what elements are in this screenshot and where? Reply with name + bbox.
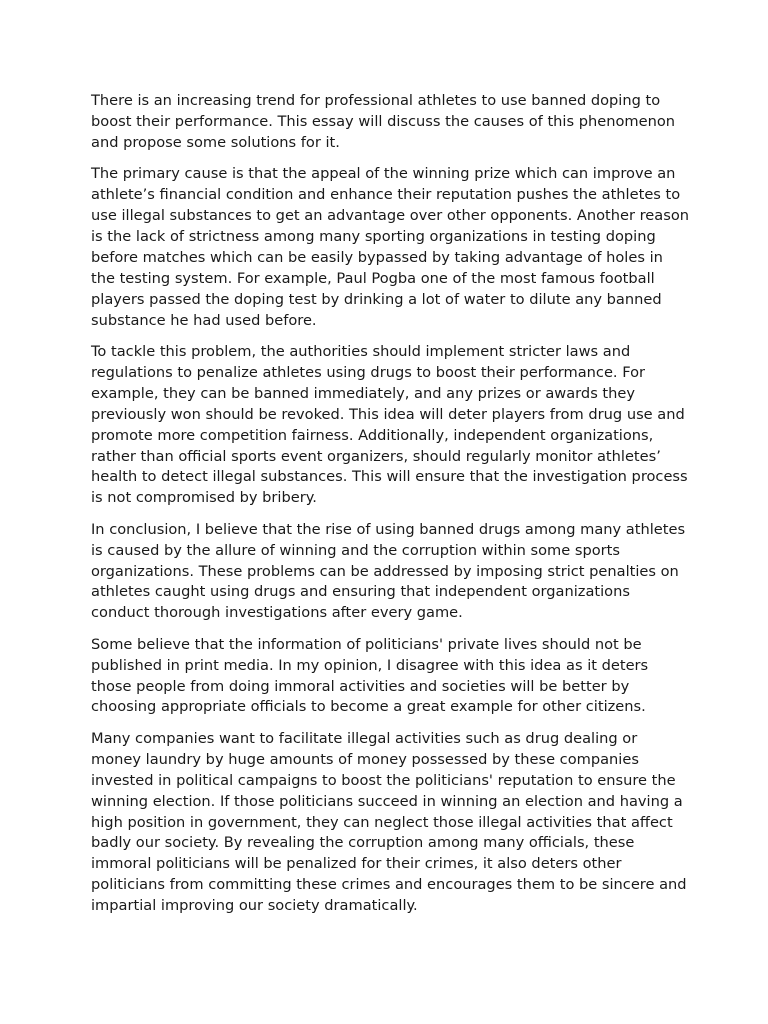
paragraph-second-intro: Some believe that the information of politicians' private lives should not be published in print media. In my opinion, I disagree with this idea as it deters those people from doing immoral activities and societies will be better by choosing appropriate officials to become a great example for other citizens. bbox=[91, 635, 649, 716]
paragraph-conclusion: In conclusion, I believe that the rise of using banned drugs among many athletes is caused by the allure of winning and the corruption within some sports organizations. These problems can be addressed by imposing strict penalties on athletes caught using drugs and ensuring that independent organizations conduct thorough investigations after every game. bbox=[91, 520, 686, 622]
paragraph-second-body: Many companies want to facilitate illegal activities such as drug dealing or money laundry by huge amounts of money possessed by these companies invested in political campaigns to boost the politicians' reputation to ensure the winning election. If those politicians succeed in winning an election and having a high position in government, they can neglect those illegal activities that affect badly our society. By revealing the corruption among many officials, these immoral politicians will be penalized for their crimes, it also deters other politicians from committing these crimes and encourages them to be sincere and impartial improving our society dramatically. bbox=[91, 729, 687, 915]
paragraph-intro: There is an increasing trend for professional athletes to use banned doping to boost their performance. This essay will discuss the causes of this phenomenon and propose some solutions for it. bbox=[91, 92, 676, 151]
document-body bbox=[91, 91, 691, 928]
paragraph-causes: The primary cause is that the appeal of the winning prize which can improve an athlete’s financial condition and enhance their reputation pushes the athletes to use illegal substances to get an advantage over other opponents. Another reason is the lack of strictness among many sporting organizations in testing doping before matches which can be easily bypassed by taking advantage of holes in the testing system. For example, Paul Pogba one of the most famous football players passed the doping test by drinking a lot of water to dilute any banned substance he had used before. bbox=[91, 165, 689, 329]
paragraph-solutions: To tackle this problem, the authorities should implement stricter laws and regulations to penalize athletes using drugs to boost their performance. For example, they can be banned immediately, and any prizes or awards they previously won should be revoked. This idea will deter players from drug use and promote more competition fairness. Additionally, independent organizations, rather than official sports event organizers, should regularly monitor athletes’ health to detect illegal substances. This will ensure that the investigation process is not compromised by bribery. bbox=[91, 342, 688, 507]
